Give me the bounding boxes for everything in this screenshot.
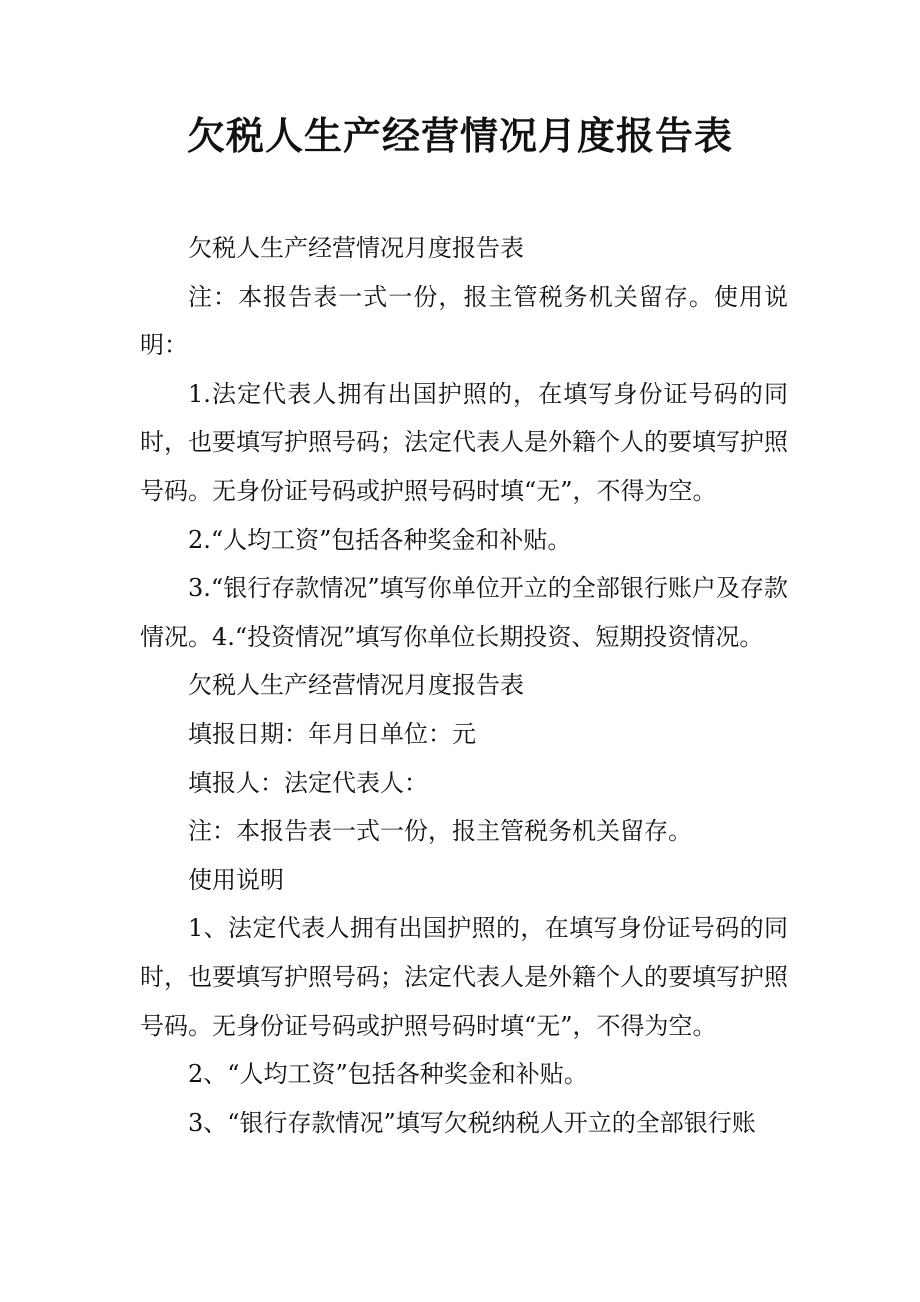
paragraph-note: 注：本报告表一式一份，报主管税务机关留存。 xyxy=(188,817,692,846)
paragraph-report-heading-repeat: 欠税人生产经营情况月度报告表 xyxy=(188,671,524,700)
paragraph-note-usage: 注：本报告表一式一份，报主管税务机关留存。使用说明： xyxy=(140,282,788,360)
paragraph-instruction-1: 1.法定代表人拥有出国护照的，在填写身份证号码的同时，也要填写护照号码；法定代表人是外籍个人的要填写护照号码。无身份证号码或护照号码时填“无”，不得为空。 xyxy=(140,379,788,505)
document-title: 欠税人生产经营情况月度报告表 xyxy=(186,114,733,158)
paragraph-usage-3: 3、“银行存款情况”填写欠税纳税人开立的全部银行账 xyxy=(188,1108,756,1137)
paragraph-instruction-3-4: 3.“银行存款情况”填写你单位开立的全部银行账户及存款情况。4.“投资情况”填写你单位长期投资、短期投资情况。 xyxy=(140,574,788,651)
paragraph-usage-heading: 使用说明 xyxy=(188,865,284,894)
document-body xyxy=(140,224,788,1147)
paragraph-filler-legal-rep: 填报人：法定代表人： xyxy=(188,768,428,797)
paragraph-usage-1: 1、法定代表人拥有出国护照的，在填写身份证号码的同时，也要填写护照号码；法定代表人是外籍个人的要填写护照号码。无身份证号码或护照号码时填“无”，不得为空。 xyxy=(140,914,788,1040)
paragraph-usage-2: 2、“人均工资”包括各种奖金和补贴。 xyxy=(188,1060,588,1089)
paragraph-instruction-2: 2.“人均工资”包括各种奖金和补贴。 xyxy=(188,525,572,554)
paragraph-fill-date-unit: 填报日期：年月日单位：元 xyxy=(188,719,476,748)
paragraph-report-heading: 欠税人生产经营情况月度报告表 xyxy=(188,234,524,262)
